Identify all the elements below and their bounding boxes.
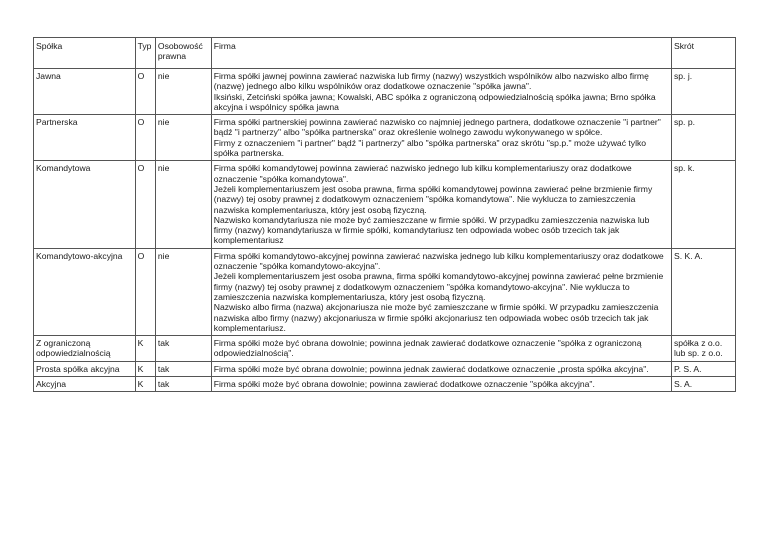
cell-firma (211, 161, 671, 248)
cell-firma (211, 336, 671, 362)
cell-firma (211, 115, 671, 161)
cell-typ: K (135, 336, 155, 362)
cell-spolka: Z ograniczoną odpowiedzialnością (34, 336, 136, 362)
cell-osobowosc: nie (155, 161, 211, 248)
table-row (34, 336, 736, 362)
firma-paragraph: Firma spółki jawnej powinna zawierać nazwiska lub firmy (nazwy) wszystkich wspólników albo nazwisko albo firmę (nazwę) jednego albo kilku wspólników oraz dodatkowe oznaczenie "spółka jawna". (213, 71, 649, 92)
firma-paragraph: Firmy z oznaczeniem "i partner" bądź "i partnerzy" albo "spółka partnerska" oraz skrótu "sp.p." może używać tylko spółka partnerska. (213, 137, 647, 159)
cell-osobowosc: nie (155, 115, 211, 161)
cell-typ: O (135, 115, 155, 161)
cell-typ: O (135, 69, 155, 115)
table-row (34, 69, 736, 115)
table-row (34, 161, 736, 248)
firma-paragraph: Firma spółki może być obrana dowolnie; powinna jednak zawierać dodatkowe oznaczenie "spółka z ograniczoną odpowiedzialnością". (213, 338, 642, 359)
firma-paragraph: Jeżeli komplementariuszem jest osoba prawna, firma spółki komandytowo-akcyjnej powinna zawierać pełne brzmienie firmy (nazwy) tej osoby prawnej z dodatkowym oznaczeniem "spółka komandytowo-akcyjna". Nie wyklucza to zamieszczenia nazwiska komplementariusza, który jest osobą fizyczną. (213, 271, 664, 302)
company-types-table (33, 37, 736, 392)
skrot-value: S. K. A. (673, 250, 703, 261)
firma-paragraph: Jeżeli komplementariuszem jest osoba prawna, firma spółki komandytowej powinna zawierać pełne brzmienie firmy (nazwy) tej osoby prawnej z dodatkowym oznaczeniem "spółka komandytowa". Nie wyklucza to zamieszczenia nazwiska komplementariusza, który jest osobą fizyczną. (213, 183, 653, 215)
cell-typ: K (135, 361, 155, 376)
cell-spolka: Partnerska (34, 115, 136, 161)
skrot-value: P. S. A. (673, 363, 702, 374)
table-row (34, 377, 736, 392)
cell-skrot (671, 69, 735, 115)
firma-paragraph: Firma spółki może być obrana dowolnie; powinna jednak zawierać dodatkowe oznaczenie „prosta spółka akcyjna". (213, 363, 649, 374)
cell-typ: O (135, 161, 155, 248)
cell-firma (211, 361, 671, 376)
document-page (33, 37, 736, 392)
header-typ: Typ (135, 38, 155, 69)
cell-osobowosc: tak (155, 361, 211, 376)
cell-osobowosc: tak (155, 336, 211, 362)
header-skrot: Skrót (671, 38, 735, 69)
cell-spolka: Komandytowa (34, 161, 136, 248)
firma-paragraph: Firma spółki partnerskiej powinna zawierać nazwisko co najmniej jednego partnera, dodatkowe oznaczenie "i partner" bądź "i partnerzy" albo "spółka partnerska" oraz określenie wolnego zawodu wykonywanego w spółce. (213, 117, 661, 138)
cell-spolka: Prosta spółka akcyjna (34, 361, 136, 376)
cell-typ: O (135, 248, 155, 335)
skrot-value: lub sp. z o.o. (673, 348, 723, 359)
cell-spolka: Jawna (34, 69, 136, 115)
firma-paragraph: Firma spółki może być obrana dowolnie; powinna zawierać dodatkowe oznaczenie "spółka akcyjna". (213, 379, 595, 390)
header-osobowosc: Osobowość prawna (155, 38, 211, 69)
header-spolka: Spółka (34, 38, 136, 69)
skrot-value: spółka z o.o. (673, 338, 723, 349)
firma-paragraph: Firma spółki komandytowo-akcyjnej powinna zawierać nazwiska jednego lub kilku komplementariuszy oraz dodatkowe oznaczenie "spółka komandytowo-akcyjna". (213, 250, 664, 272)
cell-firma (211, 248, 671, 335)
cell-spolka: Komandytowo-akcyjna (34, 248, 136, 335)
skrot-value: sp. j. (673, 71, 693, 81)
skrot-value: S. A. (673, 379, 693, 390)
cell-spolka: Akcyjna (34, 377, 136, 392)
firma-paragraph: Nazwisko albo firma (nazwa) akcjonariusza nie może być zamieszczane w firmie spółki. W przypadku zamieszczenia nazwiska albo firmy (nazwy) akcjonariusza w firmie spółki akcjonariusz ten odpowiada wobec osób trzecich tak jak komplementariusz. (213, 302, 659, 333)
cell-osobowosc: nie (155, 248, 211, 335)
table-header-row (34, 38, 736, 69)
table-row (34, 361, 736, 376)
cell-skrot (671, 377, 735, 392)
skrot-value: sp. k. (673, 163, 695, 174)
cell-firma (211, 377, 671, 392)
cell-osobowosc: nie (155, 69, 211, 115)
cell-firma (211, 69, 671, 115)
firma-paragraph: Iksiński, Zetciński spółka jawna; Kowalski, ABC spółka z ograniczoną odpowiedzialnością spółka jawna; Brno spółka akcyjna i wspólnicy spółka jawna (213, 91, 656, 112)
cell-osobowosc: tak (155, 377, 211, 392)
header-firma: Firma (211, 38, 671, 69)
table-row (34, 115, 736, 161)
cell-skrot (671, 336, 735, 362)
cell-skrot (671, 361, 735, 376)
firma-paragraph: Nazwisko komandytariusza nie może być zamieszczane w firmie spółki. W przypadku zamieszczenia nazwiska lub firmy (nazwy) komandytariusza w firmie spółki, komandytariusz ten odpowiada wobec osób trzecich tak jak komplementariusz (213, 214, 650, 246)
firma-paragraph: Firma spółki komandytowej powinna zawierać nazwisko jednego lub kilku komplementariuszy oraz dodatkowe oznaczenie "spółka komandytowa". (213, 163, 632, 184)
cell-skrot (671, 115, 735, 161)
skrot-value: sp. p. (673, 117, 695, 128)
cell-skrot (671, 161, 735, 248)
table-row (34, 248, 736, 335)
cell-typ: K (135, 377, 155, 392)
cell-skrot (671, 248, 735, 335)
